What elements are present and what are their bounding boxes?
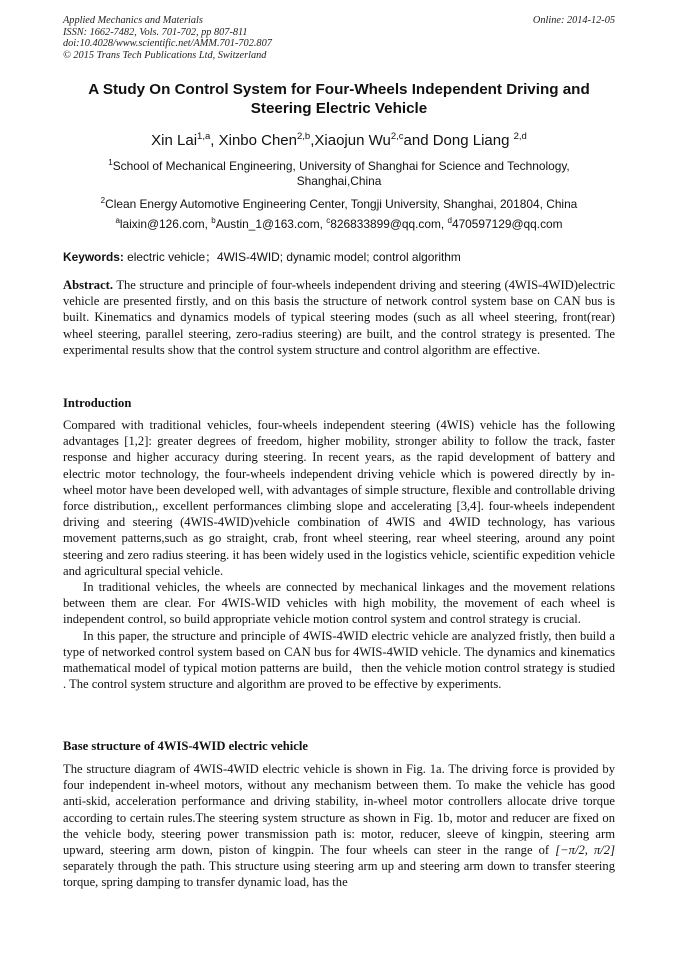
email-address: laixin@126.com, bbox=[119, 216, 212, 231]
journal-header bbox=[63, 15, 615, 61]
section-heading-introduction: Introduction bbox=[63, 396, 132, 410]
author-affiliation-mark: 2,b bbox=[297, 131, 311, 142]
keywords-line bbox=[63, 250, 615, 265]
affiliation-mark: 2 bbox=[100, 196, 106, 205]
copyright-line: © 2015 Trans Tech Publications Ltd, Switzerland bbox=[63, 49, 267, 61]
author-name: ,Xiaojun Wu bbox=[310, 132, 391, 149]
author-name: and Dong Liang bbox=[403, 132, 514, 149]
email-mark: a bbox=[115, 216, 120, 225]
introduction-section bbox=[63, 417, 615, 692]
paragraph: Compared with traditional vehicles, four-wheels independent steering (4WIS) vehicle has the following advantages [1,2]: greater degrees of freedom, higher mobility, stronger ability to follow the track, faster response and higher accuracy during steering. In recent years, as the rapid development of battery and electric motor technology, the four-wheels independent driving vehicle which is powered directly by in-wheel motor have been developed well, with advantages of simple structure, flexible and controllable driving force distribution,, excellent performances climbing slope and accelerating [3,4]. four-wheels independent driving and steering (4WIS-4WID)vehicle combination of 4WIS and 4WID technology, has various movement patterns,such as go straight, crab, front wheel steering, rear wheel steering, around any point steering and zero radius steering. it has been widely used in the logistics vehicle, scientific expedition vehicle and agricultural special vehicle. bbox=[63, 418, 615, 578]
paragraph-text: separately through the path. This structure using steering arm up and steering arm down to transfer steering torque, spring damping to transfer dynamic load, has the bbox=[63, 859, 615, 890]
paragraph bbox=[63, 761, 615, 891]
keywords-text: electric vehicle；4WIS-4WID; dynamic model; control algorithm bbox=[123, 250, 461, 264]
email-address: 470597129@qq.com bbox=[451, 216, 563, 231]
paragraph-text: The structure diagram of 4WIS-4WID electric vehicle is shown in Fig. 1a. The driving force is provided by four independent in-wheel motors, without any mechanism between them. To make the vehicle has good anti-skid, acceleration performance and driving stability, in-wheel motor controllers allocate drive torque according to certain rules.The steering system structure as shown in Fig. 1b, motor and reducer are fixed on the vehicle body, steering power transmission path is: motor, reducer, sleeve of kingpin, steering arm upward, steering arm down, piston of kingpin. The four wheels can steer in the range of bbox=[63, 762, 615, 858]
paper-title: A Study On Control System for Four-Wheels Independent Driving and Steering Electric Vehicle bbox=[88, 81, 590, 117]
affiliation-mark: 1 bbox=[108, 158, 113, 167]
doi-line: doi:10.4028/www.scientific.net/AMM.701-702.807 bbox=[63, 38, 272, 50]
affiliation-2 bbox=[63, 193, 615, 212]
abstract bbox=[63, 277, 615, 358]
base-structure-section bbox=[63, 761, 615, 891]
affiliation-text: Clean Energy Automotive Engineering Center, Tongji University, Shanghai, 201804, China bbox=[105, 196, 578, 211]
author-name: , Xinbo Chen bbox=[210, 132, 297, 149]
steering-range-formula: [−π/2, π/2] bbox=[555, 843, 615, 858]
affiliation-text: School of Mechanical Engineering, University of Shanghai for Science and Technology, Shanghai,China bbox=[112, 158, 570, 188]
section-heading-base-structure: Base structure of 4WIS-4WID electric vehicle bbox=[63, 739, 308, 753]
author-affiliation-mark: 1,a bbox=[197, 131, 211, 142]
author-list bbox=[63, 127, 615, 151]
email-mark: c bbox=[326, 216, 331, 225]
affiliation-1 bbox=[63, 155, 615, 189]
author-name: Xin Lai bbox=[151, 132, 198, 149]
online-date: Online: 2014-12-05 bbox=[532, 15, 615, 26]
email-address: 826833899@qq.com, bbox=[330, 216, 448, 231]
journal-name: Applied Mechanics and Materials bbox=[63, 15, 203, 26]
email-address: Austin_1@163.com, bbox=[215, 216, 327, 231]
paragraph: In this paper, the structure and principle of 4WIS-4WID electric vehicle are analyzed fristly, then build a type of networked control system based on CAN bus for 4WIS-4WID vehicle. The dynamics and kinematics mathematical model of typical motion patterns are build，then the vehicle motion control strategy is studied . The control system structure and algorithm are proved to be effective by experiments. bbox=[63, 628, 615, 692]
keywords-label: Keywords: bbox=[63, 250, 124, 264]
abstract-text: The structure and principle of four-wheels independent driving and steering (4WIS-4WID)electric vehicle are presented firstly, and on this basis the structure of network control system base on CAN bus is built. Kinematics and dynamics models of typical steering modes (such as all wheel steering, front(rear) wheel steering, parallel steering, zero-radius steering) are built, and the control strategy is presented. The experimental results show that the control system structure and control algorithm are effective. bbox=[63, 278, 615, 357]
email-mark: d bbox=[447, 216, 452, 225]
author-affiliation-mark: 2,c bbox=[390, 131, 404, 142]
email-list bbox=[63, 213, 615, 232]
email-mark: b bbox=[211, 216, 216, 225]
author-affiliation-mark: 2,d bbox=[513, 131, 527, 142]
abstract-label: Abstract. bbox=[63, 278, 114, 292]
paragraph: In traditional vehicles, the wheels are connected by mechanical linkages and the movement relations between them are clear. For 4WIS-WID vehicles with high mobility, the movement of each wheel is independent control, so build appropriate vehicle motion control system and control strategy is crucial. bbox=[63, 580, 615, 627]
issn-line: ISSN: 1662-7482, Vols. 701-702, pp 807-811 bbox=[63, 26, 248, 38]
